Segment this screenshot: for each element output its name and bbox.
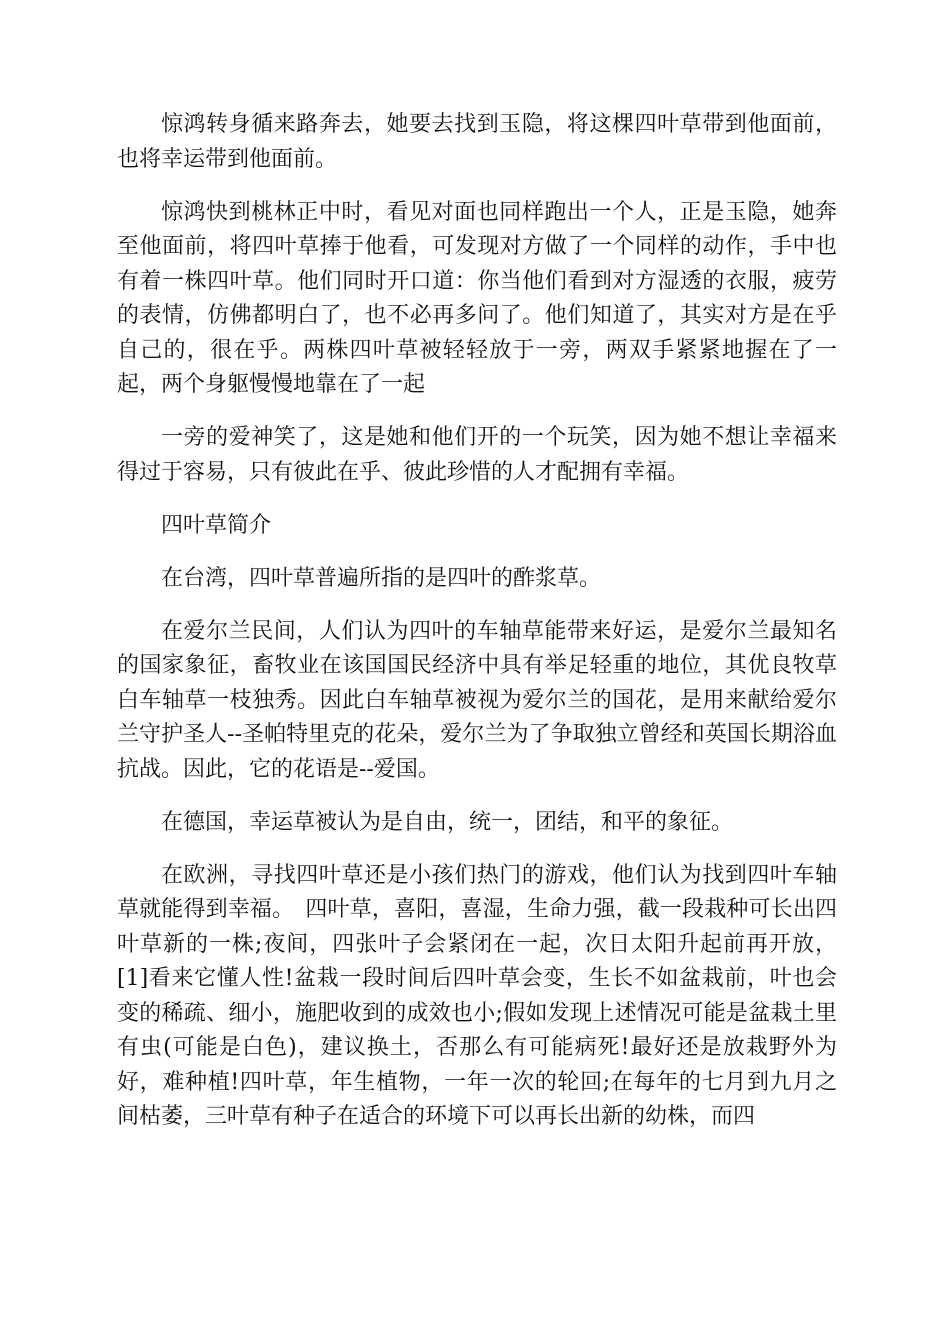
story-paragraph-cupid: 一旁的爱神笑了，这是她和他们开的一个玩笑，因为她不想让幸福来得过于容易，只有彼此在乎、彼此珍惜的人才配拥有幸福。 bbox=[117, 425, 837, 485]
paragraph-taiwan: 在台湾，四叶草普遍所指的是四叶的酢浆草。 bbox=[161, 565, 602, 591]
document-page bbox=[117, 108, 837, 1153]
paragraph-europe-cultivation: 在欧洲，寻找四叶草还是小孩们热门的游戏，他们认为找到四叶车轴草就能得到幸福。 四叶草，喜阳，喜湿，生命力强，截一段栽种可长出四叶草新的一株;夜间，四张叶子会紧闭在一起，次日太阳升起前再开放，[1]看来它懂人性!盆栽一段时间后四叶草会变，生长不如盆栽前，叶也会变的稀疏、细小，施肥收到的成效也小;假如发现上述情况可能是盆栽土里有虫(可能是白色)，建议换土，否那么有可能病死!最好还是放栽野外为好，难种植!四叶草，年生植物，一年一次的轮回;在每年的七月到九月之间枯萎，三叶草有种子在适合的环境下可以再长出新的幼株，而四 bbox=[117, 862, 837, 1129]
section-heading-introduction: 四叶草简介 bbox=[161, 512, 272, 538]
story-paragraph-return: 惊鸿转身循来路奔去，她要去找到玉隐，将这棵四叶草带到他面前，也将幸运带到他面前。 bbox=[117, 112, 837, 172]
story-paragraph-meeting: 惊鸿快到桃林正中时，看见对面也同样跑出一个人，正是玉隐，她奔至他面前，将四叶草捧于他看，可发现对方做了一个同样的动作，手中也有着一株四叶草。他们同时开口道：你当他们看到对方湿透的衣服，疲劳的表情，仿佛都明白了，也不必再多问了。他们知道了，其实对方是在乎自己的，很在乎。两株四叶草被轻轻放于一旁，两双手紧紧地握在了一起，两个身躯慢慢地靠在了一起 bbox=[117, 199, 837, 397]
paragraph-ireland: 在爱尔兰民间，人们认为四叶的车轴草能带来好运，是爱尔兰最知名的国家象征，畜牧业在该国国民经济中具有举足轻重的地位，其优良牧草白车轴草一枝独秀。因此白车轴草被视为爱尔兰的国花，是用来献给爱尔兰守护圣人--圣帕特里克的花朵，爱尔兰为了争取独立曾经和英国长期浴血抗战。因此，它的花语是--爱国。 bbox=[117, 618, 837, 782]
paragraph-germany: 在德国，幸运草被认为是自由，统一，团结，和平的象征。 bbox=[161, 809, 734, 835]
